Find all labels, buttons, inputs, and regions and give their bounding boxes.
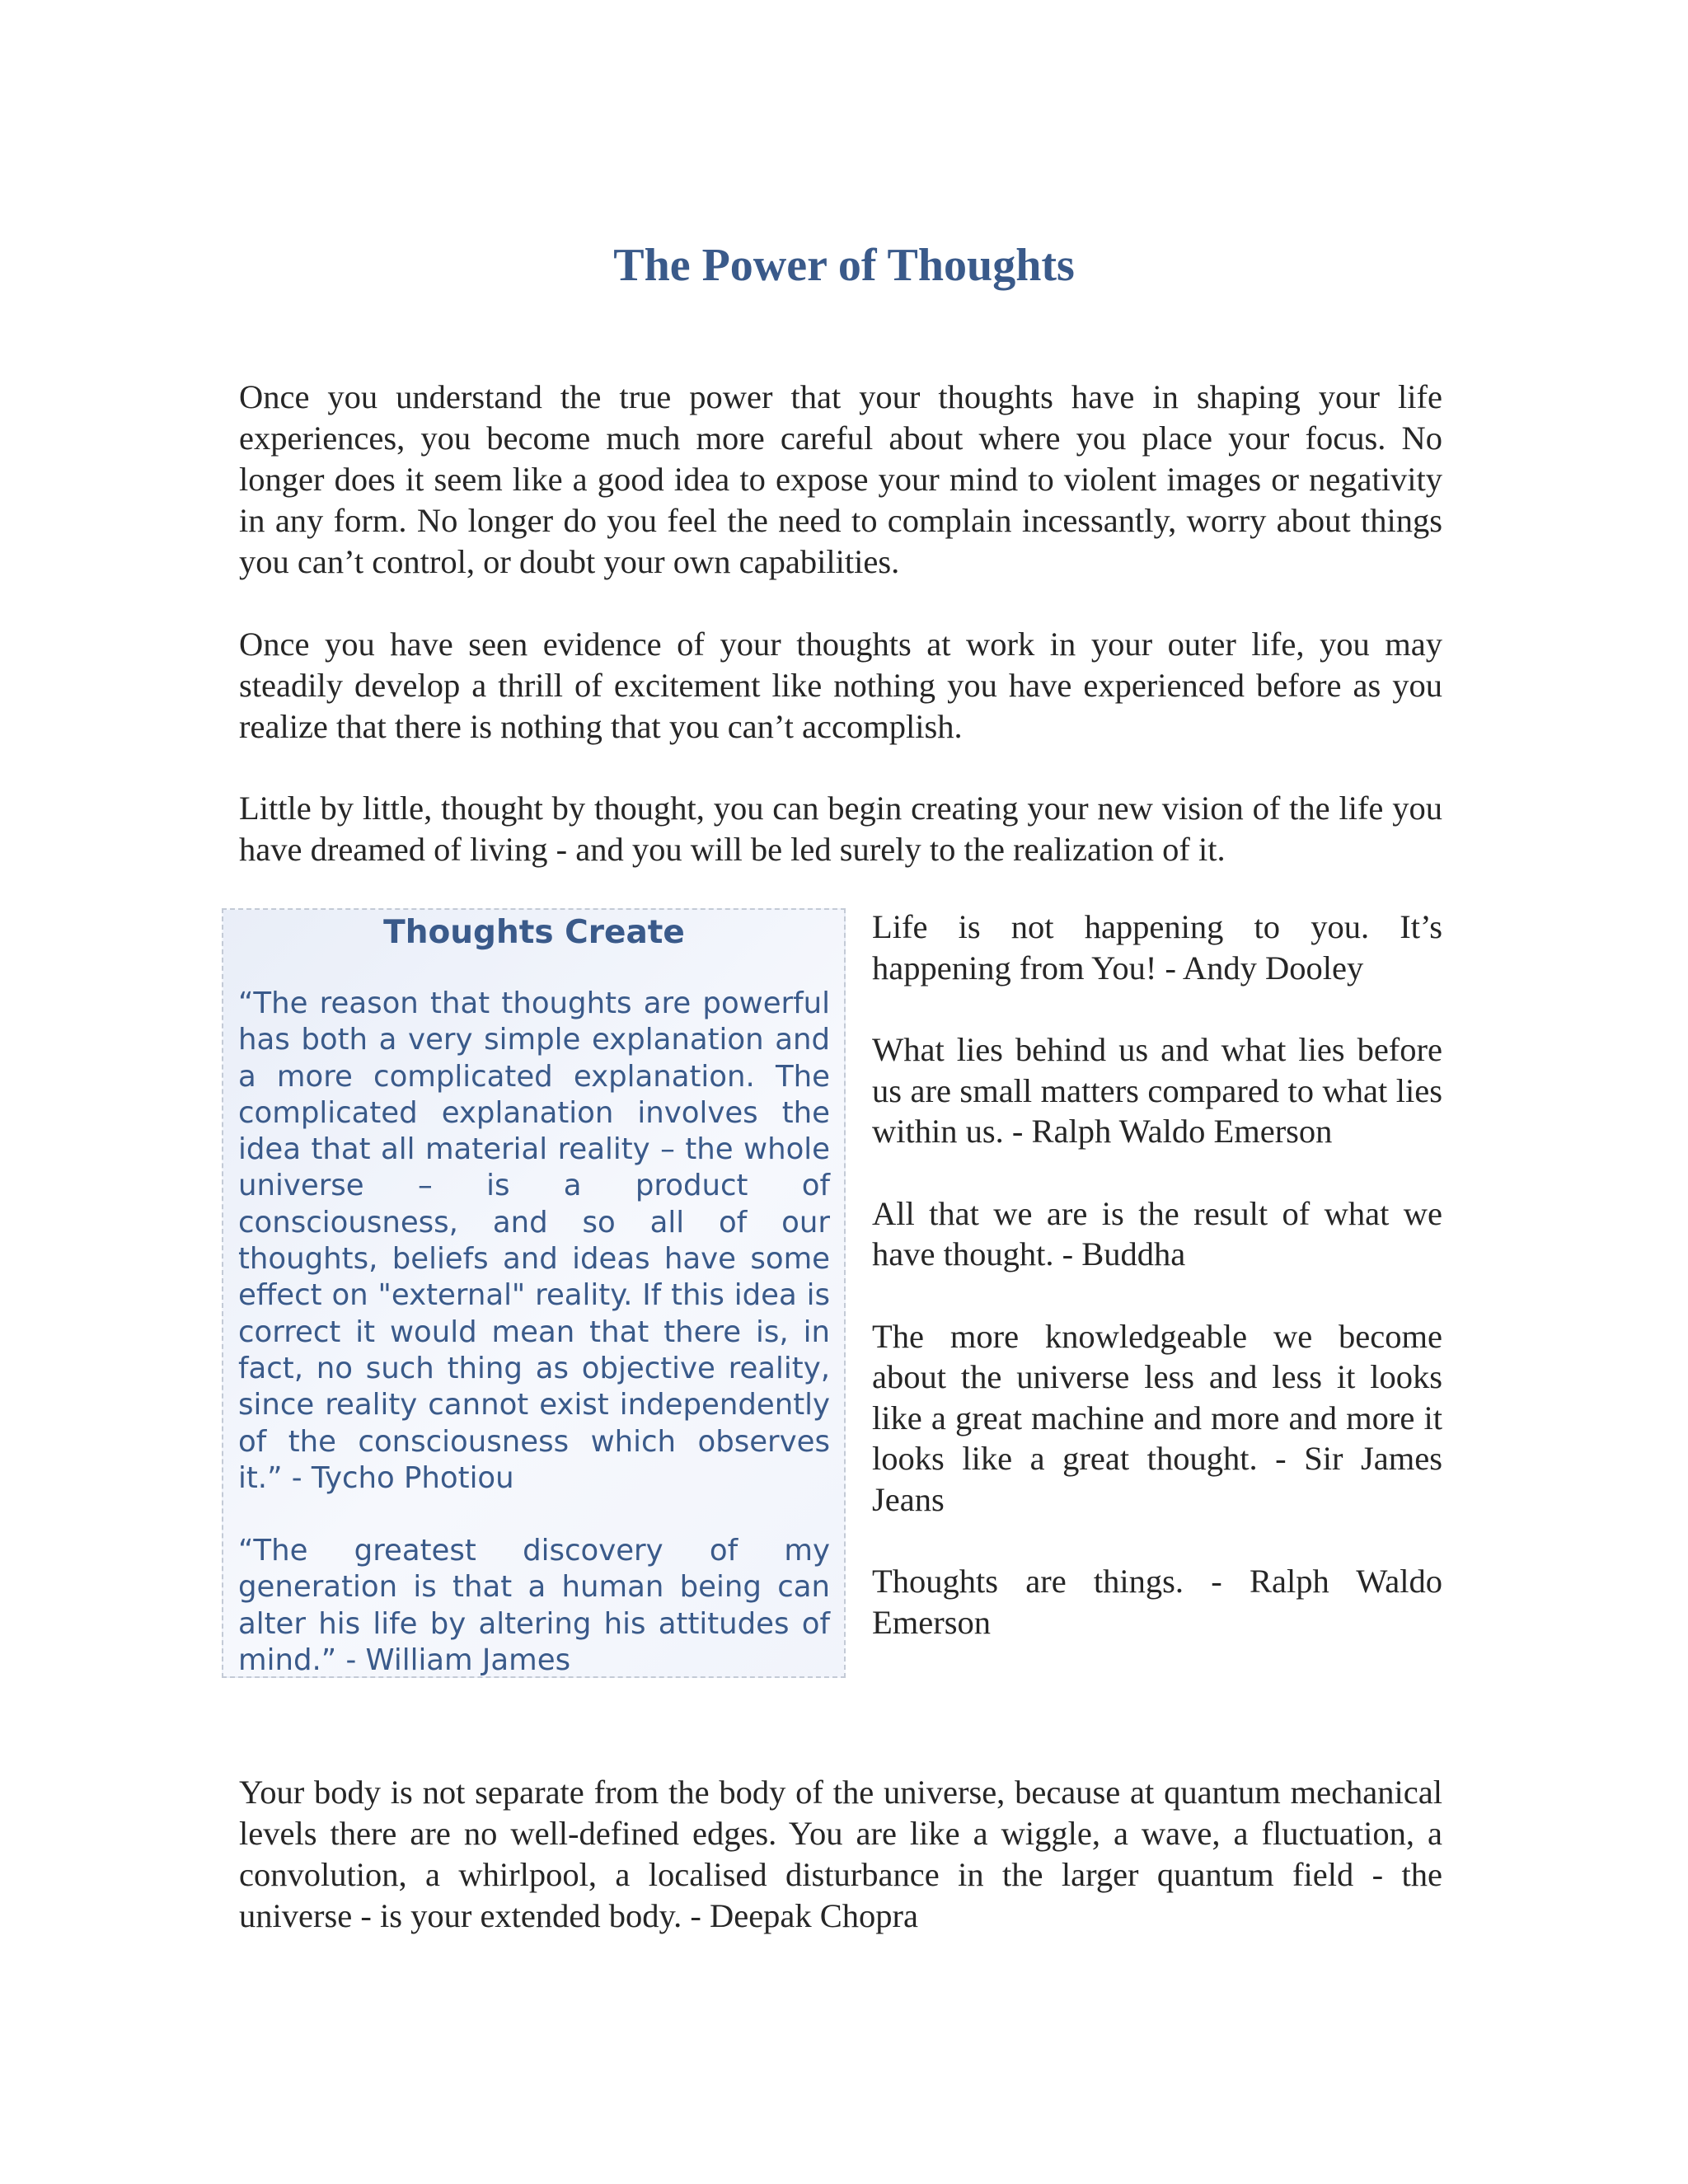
quote-emerson-things: Thoughts are things. - Ralph Waldo Emerson xyxy=(872,1563,1442,1641)
vision-paragraph: Little by little, thought by thought, you can begin creating your new vision of the life you have dreamed of living - and you will be led surely to the realization of it. xyxy=(239,790,1442,868)
quote-dooley: Life is not happening to you. It’s happening from You! - Andy Dooley xyxy=(872,908,1442,987)
quote-buddha: All that we are is the result of what we have thought. - Buddha xyxy=(872,1194,1442,1272)
quotes-column xyxy=(872,907,1442,1684)
page-title: The Power of Thoughts xyxy=(613,240,1075,291)
quote-emerson-within: What lies behind us and what lies before us are small matters compared to what lies within us. - Ralph Waldo Emerson xyxy=(872,1031,1442,1150)
thoughts-create-sidebar xyxy=(222,908,846,1678)
sidebar-title: Thoughts Create xyxy=(383,914,685,951)
sidebar-quote-photiou: “The reason that thoughts are powerful has both a very simple explanation and a more complicated explanation. The complicated explanation involves the idea that all material reality – the whole universe – is a product of consciousness, and so all of our thoughts, beliefs and ideas have some effect on "external" reality. If this idea is correct it would mean that there is, in fact, no such thing as objective reality, since reality cannot exist independently of the consciousness which observes it.” - Tycho Photiou xyxy=(238,987,830,1495)
sidebar-quote-james: “The greatest discovery of my generation is that a human being can alter his life by altering his attitudes of mind.” - William James xyxy=(238,1534,830,1678)
intro-paragraph: Once you understand the true power that your thoughts have in shaping your life experiences, you become much more careful about where you place your focus. No longer does it seem like a good idea to expose your mind to violent images or negativity in any form. No longer do you feel the need to complain incessantly, worry about things you can’t control, or doubt your own capabilities. xyxy=(239,378,1442,580)
evidence-paragraph: Once you have seen evidence of your thoughts at work in your outer life, you may steadily develop a thrill of excitement like nothing you have experienced before as you realize that there is nothing that you can’t accomplish. xyxy=(239,626,1442,745)
chopra-paragraph: Your body is not separate from the body of the universe, because at quantum mechanical levels there are no well-defined edges. You are like a wiggle, a wave, a fluctuation, a convolution, a whirlpool, a localised disturbance in the larger quantum field - the universe - is your extended body. - Deepak Chopra xyxy=(239,1774,1442,1934)
quote-jeans: The more knowledgeable we become about the universe less and less it looks like a great machine and more and more it looks like a great thought. - Sir James Jeans xyxy=(872,1317,1442,1518)
